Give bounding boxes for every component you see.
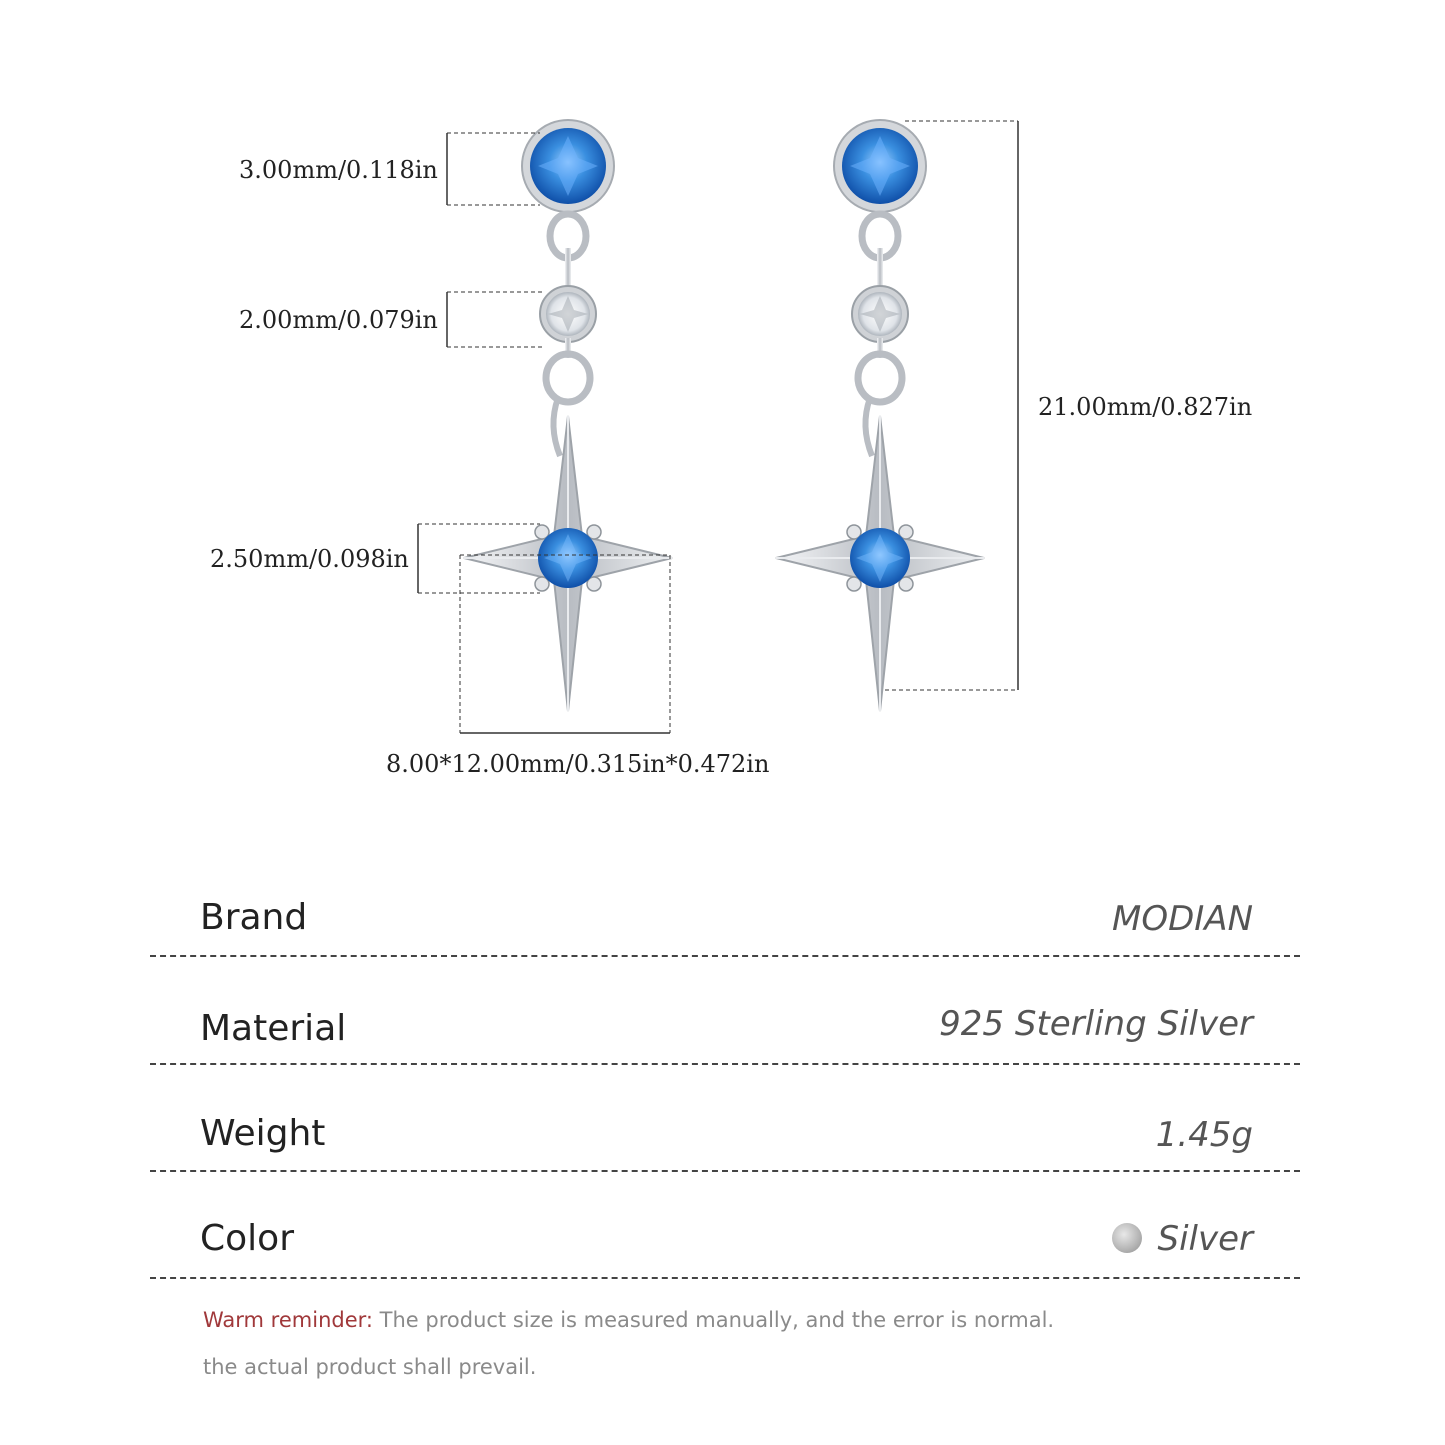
- silver-color-swatch-icon: [1112, 1223, 1142, 1253]
- spec-label-color: Color: [200, 1218, 294, 1259]
- spec-label-weight: Weight: [200, 1113, 326, 1154]
- reminder-text-1: The product size is measured manually, and the error is normal.: [379, 1308, 1055, 1332]
- spec-divider: [150, 1277, 1300, 1279]
- spec-value-color: Silver: [1157, 1219, 1253, 1259]
- spec-value-color-wrap: [1112, 1219, 1254, 1259]
- spec-label-material: Material: [200, 1008, 347, 1049]
- spec-divider: [150, 955, 1300, 957]
- middle-stone-dimension-guide: [447, 292, 545, 347]
- spec-label-brand: Brand: [200, 897, 308, 938]
- reminder-line-1: [203, 1308, 1054, 1332]
- reminder-text-2: the actual product shall prevail.: [203, 1355, 537, 1379]
- spec-value-brand: MODIAN: [1112, 899, 1253, 939]
- top-stone-dimension: 3.00mm/0.118in: [239, 156, 438, 184]
- middle-stone-dimension: 2.00mm/0.079in: [239, 306, 438, 334]
- spec-divider: [150, 1170, 1300, 1172]
- left-earring: [464, 120, 672, 711]
- reminder-prefix: Warm reminder:: [203, 1308, 373, 1332]
- total-length-dimension-guide: [885, 121, 1018, 690]
- right-earring: [776, 120, 984, 711]
- spec-value-weight: 1.45g: [1155, 1115, 1253, 1155]
- spec-divider: [150, 1063, 1300, 1065]
- spec-value-material: 925 Sterling Silver: [939, 1004, 1253, 1044]
- star-size-dimension: 8.00*12.00mm/0.315in*0.472in: [386, 750, 770, 778]
- total-length-dimension: 21.00mm/0.827in: [1038, 393, 1253, 421]
- center-stone-dimension: 2.50mm/0.098in: [210, 545, 409, 573]
